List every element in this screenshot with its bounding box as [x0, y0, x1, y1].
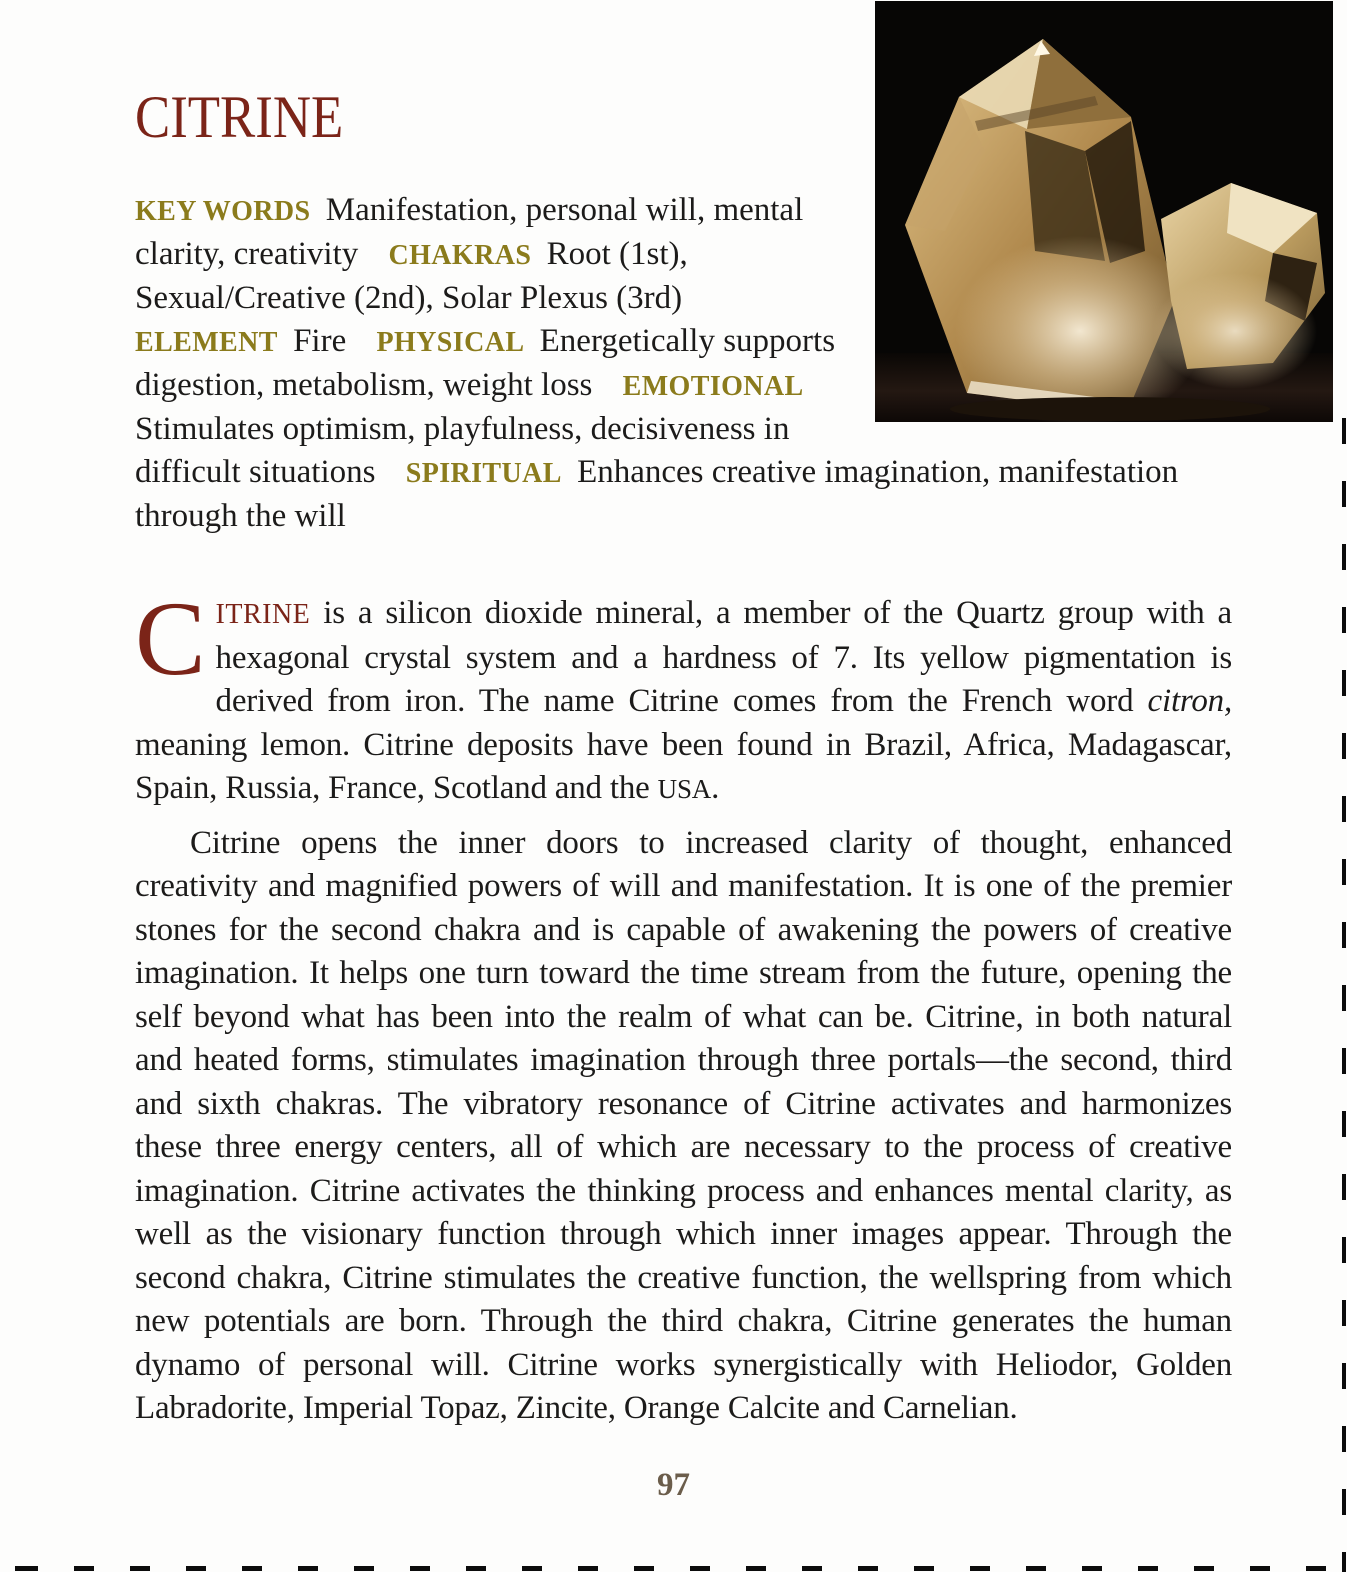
attribute-label: PHYSICAL — [376, 327, 525, 358]
text-run: citron, — [1147, 683, 1232, 719]
scan-marks-right-edge — [1342, 418, 1346, 1572]
scan-marks-bottom-edge — [0, 1566, 1347, 1571]
text-column — [135, 0, 1232, 1504]
attribute-value: Energetically supports digestion, metabolism, weight loss — [135, 323, 836, 403]
attribute-value: Manifestation, personal will, mental clarity, creativity — [135, 192, 804, 272]
text-run: USA — [657, 774, 712, 804]
attribute-value: Fire — [293, 323, 347, 359]
paragraph — [135, 580, 1232, 812]
attribute-value: Enhances creative imagination, manifestation through the will — [135, 454, 1179, 534]
page-number: 97 — [657, 1466, 690, 1503]
text-run: is a silicon dioxide mineral, a member of the Quartz group with a hexagonal crystal system and a hardness of 7. Its yellow pigmentation is derived from iron. The name Citrine comes from the French word — [215, 595, 1232, 719]
text-run: . — [711, 770, 720, 806]
text-run: ITRINE — [215, 599, 311, 630]
attribute-label: SPIRITUAL — [405, 458, 562, 489]
attribute-label: KEY WORDS — [135, 196, 311, 227]
attribute-label: EMOTIONAL — [622, 371, 804, 402]
citrine-photo — [875, 1, 1333, 422]
page-title-text: CITRINE — [135, 84, 344, 150]
drop-cap: C — [135, 580, 206, 697]
text-run: meaning lemon. Citrine deposits have been found in Brazil, Africa, Madagascar, Spain, Russia, France, Scotland and the — [135, 726, 1232, 806]
attribute-value: Root (1st), Sexual/Creative (2nd), Solar Plexus (3rd) — [135, 236, 688, 316]
paragraph — [135, 822, 1232, 1431]
body-text — [135, 580, 1232, 1431]
citrine-crystal-illustration — [875, 1, 1333, 422]
attribute-label: CHAKRAS — [388, 240, 532, 271]
attribute-label: ELEMENT — [135, 327, 278, 358]
attribute-value: Stimulates optimism, playfulness, decisiveness in difficult situations — [135, 411, 790, 490]
text-run: Citrine opens the inner doors to increased clarity of thought, enhanced creativity and magnified powers of will and manifestation. It is one of the premier stones for the second chakra and is capable of awakening the powers of creative imagination. It helps one turn toward the time stream from the future, opening the self beyond what has been into the realm of what can be. Citrine, in both natural and heated forms, stimulates imagination through three portals—the second, third and sixth chakras. The vibratory resonance of Citrine activates and harmonizes these three energy centers, all of which are necessary to the process of creative imagination. Citrine activates the thinking process and enhances mental clarity, as well as the visionary function through which inner images appear. Through the second chakra, Citrine stimulates the creative function, the wellspring from which new potentials are born. Through the third chakra, Citrine generates the human dynamo of personal will. Citrine works synergistically with Heliodor, Golden Labradorite, Imperial Topaz, Zincite, Orange Calcite and Carnelian. — [135, 824, 1232, 1426]
